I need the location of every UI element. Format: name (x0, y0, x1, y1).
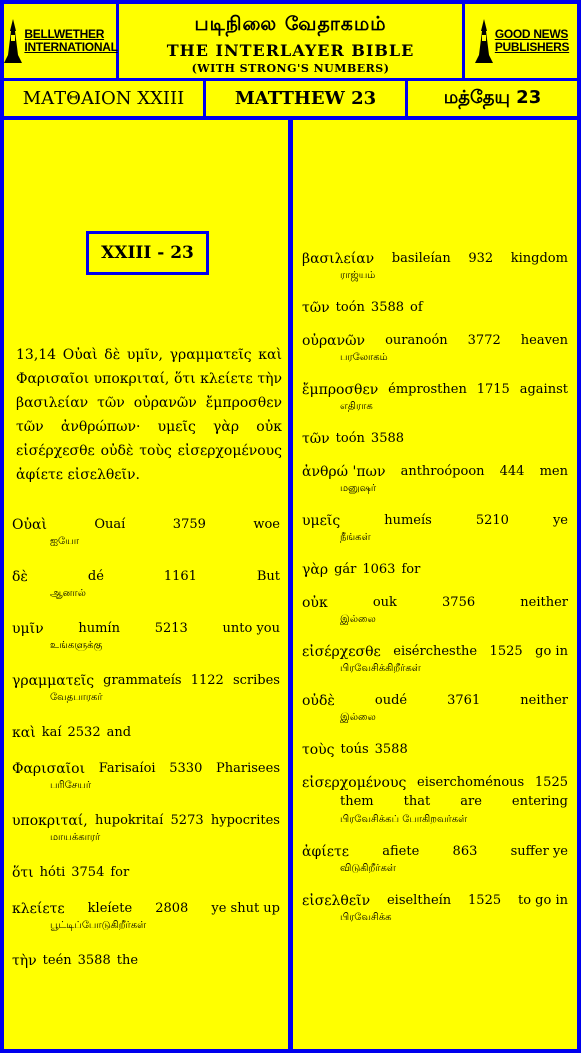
greek-word: εἰσέρχεσθε (302, 644, 381, 660)
tamil-gloss: பிரவேசிக்கிறீர்கள் (340, 663, 421, 674)
english-gloss: scribes (232, 673, 280, 688)
english-gloss: for (110, 865, 130, 880)
publisher-logo-left (4, 4, 116, 78)
book-greek-label: ΜΑΤΘΑΙΟΝ XXIII (22, 88, 185, 109)
strongs-number: 1161 (163, 569, 197, 584)
chapter-label: XXIII - 23 (86, 231, 209, 275)
logo-left-line1: BELLWETHER (24, 27, 105, 41)
english-gloss: ye shut up (211, 901, 280, 916)
transliteration: basileían (391, 251, 451, 266)
tamil-gloss: வேதபாரகர் (50, 692, 103, 703)
word-entry (302, 774, 568, 828)
word-entry-line (12, 724, 280, 742)
tamil-gloss: மனுஷர் (340, 483, 377, 494)
word-entry (302, 643, 568, 677)
word-entry (302, 741, 568, 759)
subtitle: (WITH STRONG'S NUMBERS) (191, 62, 390, 75)
english-gloss: of (410, 300, 423, 315)
word-entry-line (12, 516, 280, 534)
english-gloss: against (519, 382, 568, 397)
greek-word: υμεῖς (302, 513, 341, 529)
transliteration: toón (335, 431, 365, 446)
greek-word: τῶν (302, 300, 330, 316)
word-entry (12, 724, 280, 742)
strongs-number: 2808 (155, 901, 189, 916)
word-entry-line (302, 774, 568, 792)
word-entry-line (302, 741, 568, 759)
transliteration: toús (340, 742, 369, 757)
strongs-number: 1525 (489, 644, 523, 659)
tamil-gloss: மாயக்காரர் (50, 832, 101, 843)
greek-word: τῶν (302, 431, 330, 447)
bell-tower-icon (473, 17, 495, 65)
english-gloss-word: are (460, 794, 482, 809)
greek-word: οὐρανῶν (302, 333, 366, 349)
word-entry-line (12, 620, 280, 638)
english-gloss: kingdom (510, 251, 568, 266)
word-entry-line (302, 594, 568, 612)
strongs-number: 3754 (71, 865, 105, 880)
strongs-number: 863 (452, 844, 478, 859)
strongs-number: 3759 (172, 517, 206, 532)
english-gloss: and (106, 725, 132, 740)
greek-verse-text: 13,14 Οὐαὶ δὲ υμῖν, γραμματεῖς καὶ Φαρισαῖοι υποκριταί, ὅτι κλείετε τὴν βασιλείαν τῶν οὐρανῶν ἔμπροσθεν τῶν ἀνθρώπων· υμεῖς γὰρ οὐκ εἰσέρχεσθε οὐδὲ τοὺς εἰσερχομένους ἀφίετε εἰσελθεῖν. (16, 347, 282, 483)
word-entry-line (302, 332, 568, 350)
right-column (293, 120, 577, 1049)
word-entry (12, 672, 280, 706)
english-gloss: for (401, 562, 421, 577)
greek-word: εἰσερχομένους (302, 775, 407, 791)
word-entry (12, 568, 280, 602)
english-title: THE INTERLAYER BIBLE (166, 41, 415, 60)
word-entry-line (302, 512, 568, 530)
transliteration: eiseltheín (386, 893, 452, 908)
english-gloss: to go in (517, 893, 568, 908)
strongs-number: 3588 (370, 300, 405, 315)
transliteration: dé (87, 569, 104, 584)
greek-word: καὶ (12, 725, 36, 741)
word-entry-line (12, 812, 280, 830)
transliteration: eiserchoménous (417, 775, 525, 790)
word-entry-line (12, 672, 280, 690)
greek-word: ἔμπροσθεν (302, 382, 379, 398)
word-entry-line (302, 381, 568, 399)
word-entry (302, 692, 568, 726)
transliteration: humeís (384, 513, 432, 528)
transliteration: eisérchesthe (393, 644, 478, 659)
strongs-number: 5210 (475, 513, 509, 528)
english-gloss: go in (535, 644, 568, 659)
word-entry (302, 299, 568, 317)
strongs-number: 1525 (534, 775, 568, 790)
word-entry-line (302, 430, 568, 448)
english-gloss: suffer ye (510, 844, 568, 859)
transliteration: oudé (374, 693, 408, 708)
book-tamil (408, 81, 577, 116)
word-entry (302, 250, 568, 284)
word-entry-line (302, 250, 568, 268)
word-entry (12, 864, 280, 882)
greek-word: Οὐαὶ (12, 517, 47, 533)
transliteration: teén (42, 953, 72, 968)
logo-right-line2: PUBLISHERS (494, 40, 570, 54)
strongs-number: 932 (468, 251, 494, 266)
greek-word: ὅτι (12, 865, 34, 881)
word-entry (302, 892, 568, 926)
strongs-number: 1122 (190, 673, 224, 688)
word-entry (302, 512, 568, 546)
book-english-label: MATTHEW 23 (234, 88, 377, 109)
word-entry-line (12, 864, 280, 882)
greek-word: γραμματεῖς (12, 673, 95, 689)
transliteration: Farisaíoi (98, 761, 156, 776)
logo-right-line1: GOOD NEWS (494, 27, 569, 41)
english-gloss: neither (520, 595, 568, 610)
word-entry-line (302, 643, 568, 661)
word-entry-line (12, 900, 280, 918)
transliteration: kleíete (87, 901, 133, 916)
book-greek (4, 81, 203, 116)
english-gloss: men (539, 464, 568, 479)
english-gloss-word: that (403, 794, 431, 809)
strongs-number: 1063 (362, 562, 396, 577)
word-entry (12, 900, 280, 934)
strongs-number: 1525 (468, 893, 502, 908)
word-entry-line (302, 299, 568, 317)
strongs-number: 3588 (374, 742, 408, 757)
word-entry-line (302, 692, 568, 710)
word-entry-line (302, 561, 568, 579)
strongs-number: 5273 (170, 813, 204, 828)
greek-word: τὴν (12, 953, 37, 969)
transliteration: toón (335, 300, 365, 315)
logo-left-line2: INTERNATIONAL (24, 40, 118, 54)
tamil-gloss: எதிராக (340, 401, 373, 412)
word-entry (302, 594, 568, 628)
transliteration: ouranoón (385, 333, 448, 348)
transliteration: Ouaí (94, 517, 126, 532)
english-gloss: Pharisees (216, 761, 280, 776)
tamil-gloss: இல்லை (340, 614, 376, 625)
word-entry (12, 516, 280, 550)
strongs-number: 3588 (370, 431, 405, 446)
english-gloss: neither (520, 693, 568, 708)
right-word-list (302, 250, 568, 941)
word-entry (12, 812, 280, 846)
greek-word: οὐκ (302, 595, 328, 611)
greek-word: υποκριταί, (12, 813, 88, 829)
english-gloss: the (116, 953, 139, 968)
word-entry (302, 381, 568, 415)
strongs-number: 3756 (442, 595, 476, 610)
transliteration: gár (334, 562, 357, 577)
greek-word: εἰσελθεῖν (302, 893, 371, 909)
greek-word: τοὺς (302, 742, 335, 758)
transliteration: kaí (41, 725, 62, 740)
transliteration: hóti (39, 865, 66, 880)
strongs-number: 5213 (154, 621, 188, 636)
strongs-number: 444 (499, 464, 525, 479)
word-entry-line (12, 952, 280, 970)
greek-word: Φαρισαῖοι (12, 761, 86, 777)
transliteration: grammateís (103, 673, 182, 688)
left-word-list (12, 516, 280, 988)
tamil-gloss: விடுகிறீர்கள் (340, 863, 396, 874)
english-gloss: But (256, 569, 280, 584)
english-gloss: woe (253, 517, 280, 532)
tamil-gloss: உங்களுக்கு (50, 640, 103, 651)
transliteration: ouk (372, 595, 397, 610)
book-english (206, 81, 405, 116)
strongs-number: 1715 (476, 382, 510, 397)
word-entry (302, 332, 568, 366)
word-entry (302, 561, 568, 579)
english-gloss-word: entering (511, 794, 568, 809)
book-tamil-label: மத்தேயு 23 (443, 87, 542, 108)
strongs-number: 3588 (77, 953, 111, 968)
bell-tower-icon (2, 17, 24, 65)
greek-word: οὐδὲ (302, 693, 335, 709)
tamil-gloss: ஆனால் (50, 588, 86, 599)
greek-word: υμῖν (12, 621, 44, 637)
english-gloss: hypocrites (210, 813, 280, 828)
strongs-number: 5330 (169, 761, 203, 776)
word-entry-line (12, 568, 280, 586)
english-gloss-continued (302, 792, 568, 812)
word-entry-line (302, 843, 568, 861)
title-banner (119, 4, 462, 78)
word-entry (302, 463, 568, 497)
word-entry-line (302, 892, 568, 910)
tamil-gloss: ராஜ்யம் (340, 270, 376, 281)
english-gloss: heaven (520, 333, 568, 348)
tamil-gloss: பிரவேசிக்கப் போகிறவர்கள் (340, 814, 468, 825)
strongs-number: 3772 (467, 333, 501, 348)
tamil-gloss: ஐயோ (50, 536, 79, 547)
tamil-title: படிநிலை வேதாகமம் (194, 13, 387, 35)
tamil-gloss: பூட்டிப்போடுகிறீர்கள் (50, 920, 147, 931)
publisher-logo-right (465, 4, 577, 78)
word-entry-line (302, 463, 568, 481)
transliteration: hupokritaí (95, 813, 164, 828)
tamil-gloss: பரலோகம் (340, 352, 388, 363)
transliteration: anthroópoon (400, 464, 485, 479)
word-entry (12, 952, 280, 970)
greek-word: κλείετε (12, 901, 65, 917)
tamil-gloss: இல்லை (340, 712, 376, 723)
transliteration: humín (78, 621, 120, 636)
word-entry (302, 430, 568, 448)
word-entry (12, 620, 280, 654)
left-column (4, 120, 288, 1049)
english-gloss-word: them (340, 794, 374, 809)
tamil-gloss: பரிசேயர் (50, 780, 92, 791)
tamil-gloss: பிரவேசிக்க (340, 912, 392, 923)
word-entry (302, 843, 568, 877)
greek-word: δὲ (12, 569, 28, 585)
transliteration: afiete (382, 844, 420, 859)
tamil-gloss: நீங்கள் (340, 532, 371, 543)
greek-word: βασιλείαν (302, 251, 375, 267)
english-gloss: ye (552, 513, 568, 528)
greek-word: γὰρ (302, 562, 329, 578)
word-entry-line (12, 760, 280, 778)
word-entry (12, 760, 280, 794)
greek-word: ἀνθρώ 'πων (302, 464, 386, 480)
english-gloss: unto you (222, 621, 280, 636)
strongs-number: 2532 (67, 725, 101, 740)
strongs-number: 3761 (447, 693, 481, 708)
greek-word: ἀφίετε (302, 844, 349, 860)
transliteration: émprosthen (388, 382, 467, 397)
